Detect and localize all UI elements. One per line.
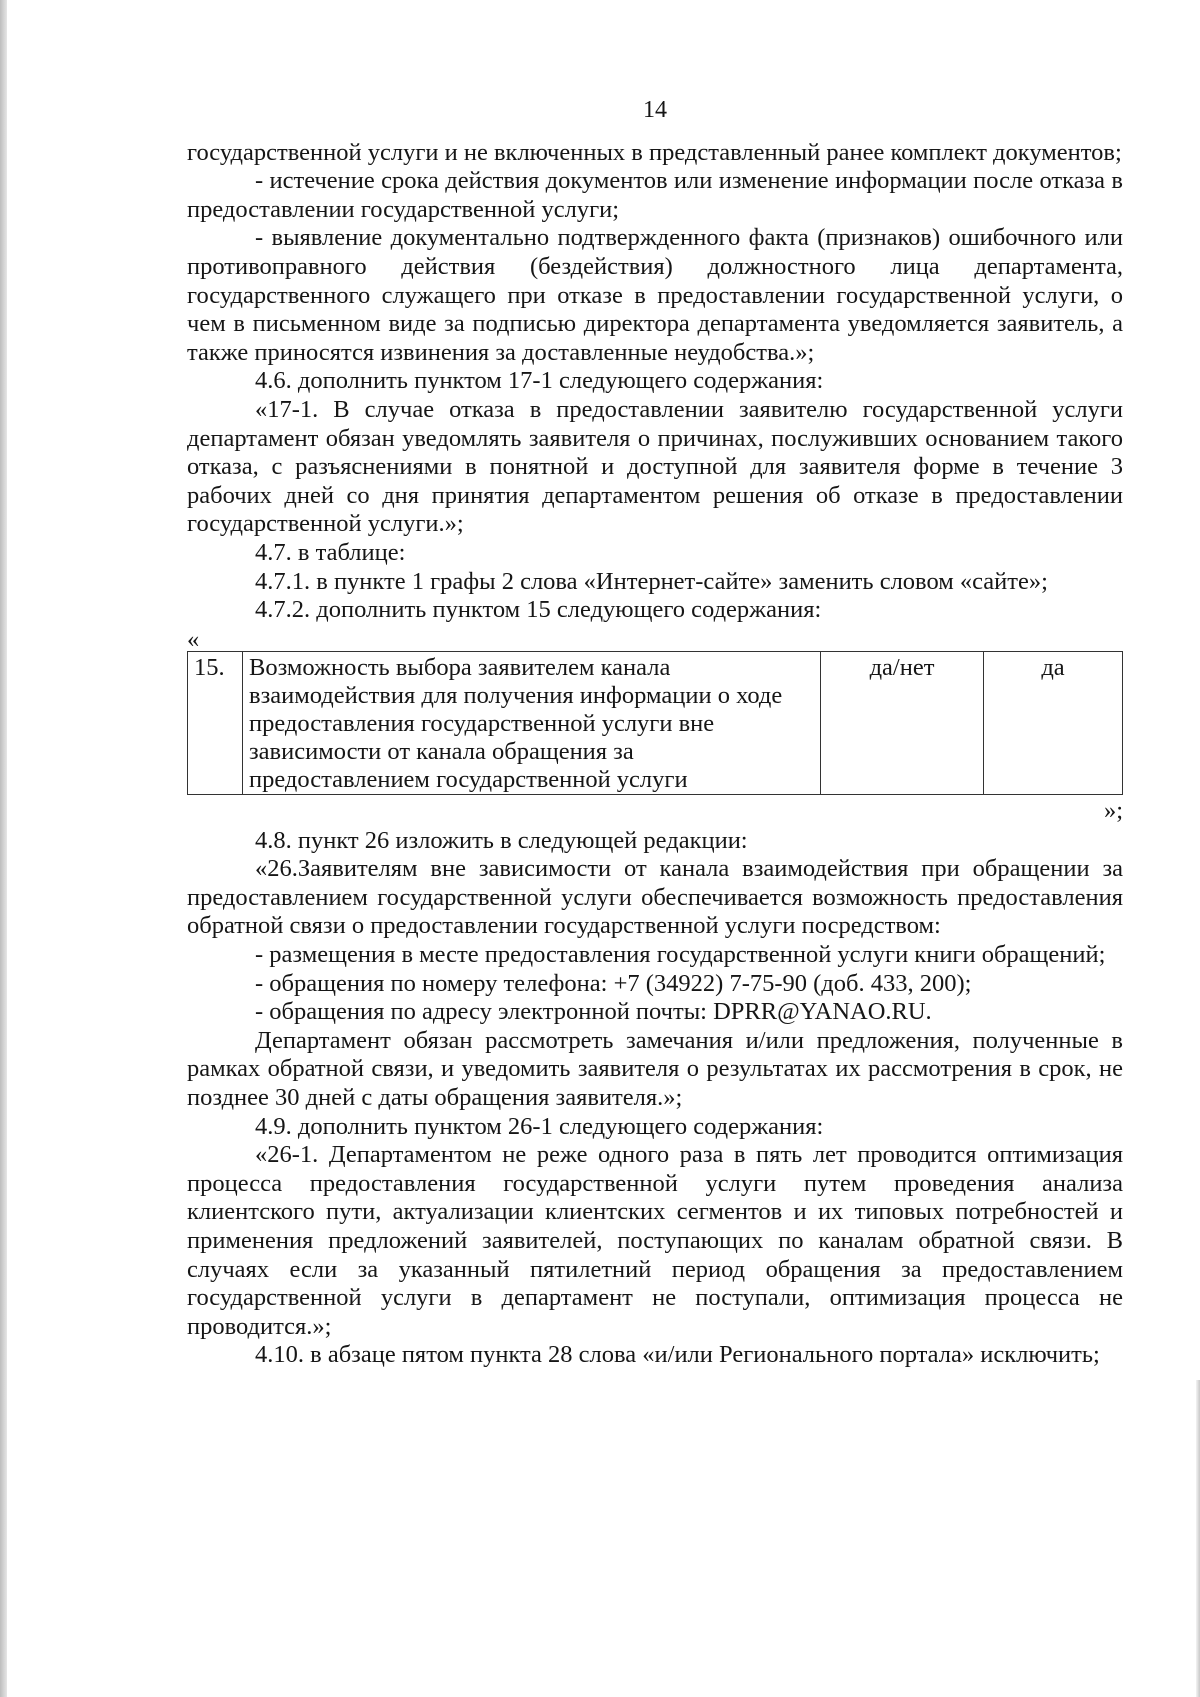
paragraph-department-obligation: Департамент обязан рассмотреть замечания и/или предложения, полученные в рамках обратной связи, и уведомить заявителя о результатах их рассмотрения в срок, не позднее 30 дней с даты обращения заявителя.»; — [187, 1026, 1123, 1112]
table-close-quote: »; — [1103, 796, 1123, 824]
row-unit-cell: да/нет — [821, 651, 984, 794]
paragraph-book-of-appeals: - размещения в месте предоставления государственной услуги книги обращений; — [255, 941, 1106, 969]
paragraph-item-4-7-1: 4.7.1. в пункте 1 графы 2 слова «Интернет-сайте» заменить словом «сайте»; — [255, 567, 1048, 595]
paragraph-continuation: государственной услуги и не включенных в представленный ранее комплект документов; — [187, 138, 1122, 166]
scan-edge-left — [0, 0, 7, 1697]
paragraph-item-17-1: «17-1. В случае отказа в предоставлении заявителю государственной услуги департамент обязан уведомлять заявителя о причинах, послуживших основанием такого отказа, с разъяснениями в понятной и доступной для заявителя форме в течение 3 рабочих дней со дня принятия департаментом решения об отказе в предоставлении государственной услуги.»; — [187, 395, 1123, 538]
paragraph-item-4-9: 4.9. дополнить пунктом 26-1 следующего содержания: — [255, 1112, 824, 1140]
table-row — [188, 651, 1123, 794]
paragraphs-after-table — [187, 827, 1123, 1370]
paragraph-item-4-8: 4.8. пункт 26 изложить в следующей редакции: — [255, 826, 748, 854]
row-number-cell: 15. — [188, 651, 243, 794]
paragraph-item-4-10: 4.10. в абзаце пятом пункта 28 слова «и/или Регионального портала» исключить; — [255, 1341, 1100, 1369]
row-description-cell: Возможность выбора заявителем канала взаимодействия для получения информации о ходе предоставления государственной услуги вне зависимости от канала обращения за предоставлением государственной услуги — [243, 651, 821, 794]
paragraph-phone: - обращения по номеру телефона: +7 (34922) 7-75-90 (доб. 433, 200); — [255, 969, 972, 997]
paragraph-email: - обращения по адресу электронной почты: DPRR@YANAO.RU. — [255, 998, 932, 1026]
scan-edge-right — [1196, 1380, 1200, 1697]
paragraph-document-expiry: - истечение срока действия документов или изменение информации после отказа в предоставлении государственной услуги; — [187, 167, 1123, 223]
paragraph-item-4-7: 4.7. в таблице: — [255, 538, 406, 566]
document-page — [187, 96, 1123, 1370]
paragraph-item-4-7-2: 4.7.2. дополнить пунктом 15 следующего содержания: — [255, 596, 822, 624]
table-open-quote: « — [187, 625, 200, 653]
paragraph-item-4-6: 4.6. дополнить пунктом 17-1 следующего содержания: — [255, 367, 824, 395]
page-number: 14 — [643, 97, 667, 123]
paragraph-error-detection: - выявление документально подтвержденного факта (признаков) ошибочного или противоправного действия (бездействия) должностного лица департамента, государственного служащего при отказе в предоставлении государственной услуги, о чем в письменном виде за подписью директора департамента уведомляется заявитель, а также приносятся извинения за доставленные неудобства.»; — [187, 224, 1123, 366]
indicator-table — [187, 651, 1123, 795]
paragraph-item-26-1: «26-1. Департаментом не реже одного раза в пять лет проводится оптимизация процесса предоставления государственной услуги путем проведения анализа клиентского пути, актуализации клиентских сегментов и их типовых потребностей и применения предложений заявителей, поступающих по каналам обратной связи. В случаях если за указанный пятилетний период обращения за предоставлением государственной услуги в департамент не поступали, оптимизация процесса не проводится.»; — [187, 1141, 1123, 1340]
paragraphs-before-table — [187, 139, 1123, 625]
row-value-cell: да — [984, 651, 1123, 794]
paragraph-item-26: «26.Заявителям вне зависимости от канала взаимодействия при обращении за предоставлением государственной услуги обеспечивается возможность предоставления обратной связи о предоставлении государственной услуги посредством: — [187, 855, 1123, 940]
